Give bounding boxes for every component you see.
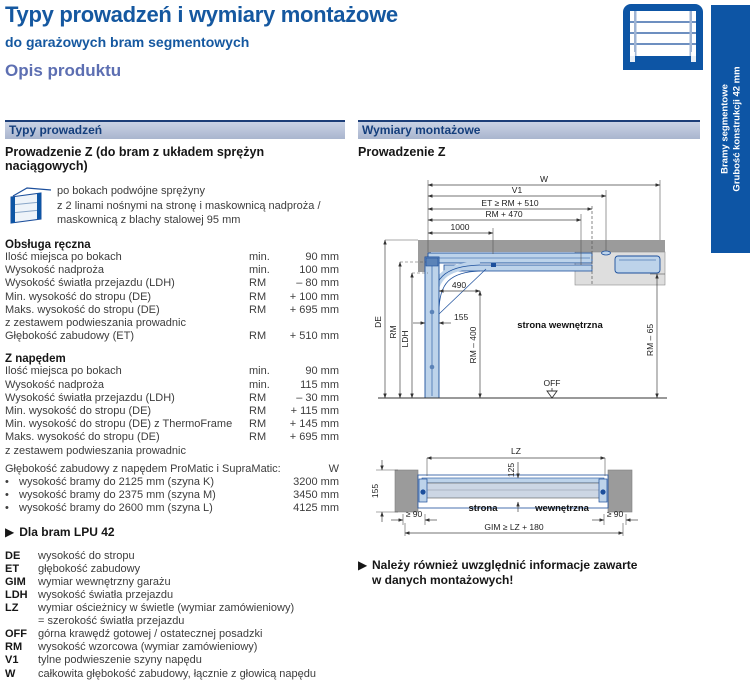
table-row — [5, 277, 345, 290]
depth-intro-col: W — [328, 462, 339, 475]
abbr-def: całkowita głębokość zabudowy, łącznie z głowicą napędu — [38, 667, 317, 680]
abbr-def: wysokość światła przejazdu — [38, 588, 174, 601]
install-note-text — [372, 558, 637, 588]
feature-note-text — [57, 184, 321, 229]
row-value: 100 mm — [299, 264, 339, 277]
page-subtitle: do garażowych bram segmentowych — [5, 34, 250, 50]
powered-table — [5, 365, 345, 457]
table-row — [5, 264, 345, 277]
row-value: 4125 mm — [293, 502, 339, 515]
feature-note-line3: maskownicą z blachy stalowej 95 mm — [57, 214, 241, 226]
abbr-row — [5, 576, 345, 589]
row-value: + 695 mm — [289, 431, 339, 444]
depth-row — [5, 476, 345, 489]
row-value: 3200 mm — [293, 476, 339, 489]
table-row — [5, 392, 345, 405]
row-value: + 100 mm — [289, 290, 339, 303]
abbreviation-list — [5, 550, 345, 681]
dim-rm470: RM + 470 — [485, 209, 523, 219]
lpu-note-text: Dla bram LPU 42 — [19, 524, 115, 539]
abbr-term: OFF — [5, 628, 27, 641]
row-ref: RM — [249, 418, 267, 431]
row-label: Wysokość nadproża — [5, 378, 104, 391]
table-row — [5, 251, 345, 264]
subsection-title-left: Prowadzenie Z (do bram z układem sprężyn naciągowych) — [5, 145, 265, 173]
row-value: 90 mm — [305, 251, 339, 263]
row-value: + 115 mm — [290, 405, 339, 418]
spring-door-icon — [5, 184, 57, 229]
row-label: wysokość bramy do 2375 mm (szyna M) — [19, 489, 216, 502]
row-label: Ilość miejsca po bokach — [5, 365, 122, 378]
install-note — [358, 558, 693, 588]
row-ref: RM — [249, 330, 267, 343]
page-title: Typy prowadzeń i wymiary montażowe — [5, 2, 398, 27]
abbr-term: GIM — [5, 575, 26, 588]
abbr-row — [5, 628, 345, 641]
inner-side-label-b: wewnętrzna — [535, 503, 589, 514]
inner-side-label-a: strona — [468, 503, 498, 514]
abbr-term: ET — [5, 562, 20, 575]
row-ref: min. — [249, 251, 270, 263]
abbr-def-line2: = szerokość światła przejazdu — [38, 615, 185, 628]
row-value: + 510 mm — [289, 330, 339, 343]
depth-row — [5, 489, 345, 502]
abbr-row — [5, 654, 345, 667]
section-bar-typy-prowadzen: Typy prowadzeń — [5, 120, 345, 139]
table-row — [5, 418, 345, 431]
abbr-row — [5, 563, 345, 576]
table-row — [5, 291, 345, 304]
abbr-row — [5, 602, 345, 628]
feature-note-line2: z 2 linami nośnymi na stronę i maskownicą nadproża / — [57, 199, 321, 212]
row-label — [5, 304, 249, 330]
row-label: Min. wysokość do stropu (DE) — [5, 290, 152, 303]
row-label: wysokość bramy do 2125 mm (szyna K) — [19, 476, 215, 489]
row-ref: RM — [249, 405, 267, 418]
table-row — [5, 379, 345, 392]
abbr-row — [5, 641, 345, 654]
chapter-tab-line1: Bramy segmentowe — [718, 84, 730, 174]
depth-block — [5, 463, 345, 516]
dim-ldh: LDH — [400, 330, 410, 348]
depth-intro-label: Głębokość zabudowy z napędem ProMatic i SupraMatic: — [5, 462, 281, 475]
dim-490: 490 — [451, 280, 467, 290]
side-view-drawing — [370, 162, 700, 430]
depth-intro-row — [5, 463, 345, 476]
dim-ge90-left: ≥ 90 — [405, 509, 423, 519]
row-value: 3450 mm — [293, 489, 339, 502]
arrow-right-icon: ▶ — [5, 524, 15, 539]
table-row — [5, 405, 345, 418]
dim-155: 155 — [454, 312, 469, 322]
dim-rm65: RM – 65 — [645, 323, 655, 357]
abbr-row — [5, 589, 345, 602]
abbr-row — [5, 668, 345, 681]
abbr-def: tylne podwieszenie szyny napędu — [38, 654, 202, 667]
row-value: + 145 mm — [289, 418, 339, 431]
page-header — [5, 2, 605, 81]
dim-125: 125 — [506, 462, 516, 478]
row-label-line2: z zestawem podwieszania prowadnic — [5, 317, 186, 330]
dim-et: ET ≥ RM + 510 — [481, 198, 539, 208]
row-label-line1: Maks. wysokość do stropu (DE) — [5, 303, 160, 316]
abbr-term: DE — [5, 549, 21, 562]
abbr-def: wysokość wzorcowa (wymiar zamówieniowy) — [38, 641, 258, 654]
right-column — [358, 120, 700, 159]
install-note-line2: w danych montażowych! — [372, 573, 514, 587]
abbr-def: głębokość zabudowy — [38, 562, 141, 575]
row-ref: RM — [249, 431, 267, 444]
abbr-row — [5, 550, 345, 563]
row-label-line1: Maks. wysokość do stropu (DE) — [5, 431, 160, 444]
feature-note-line1: po bokach podwójne sprężyny — [57, 185, 205, 197]
lpu-note — [5, 525, 345, 539]
inner-side-label: strona wewnętrzna — [517, 320, 603, 331]
chapter-tab-line2: Grubość konstrukcji 42 mm — [730, 66, 742, 192]
row-label: Min. wysokość do stropu (DE) — [5, 405, 152, 418]
bullet-icon: • — [5, 489, 9, 502]
row-ref: min. — [249, 365, 270, 378]
dim-lz: LZ — [511, 446, 521, 456]
table-row — [5, 365, 345, 378]
dim-de: DE — [373, 316, 383, 328]
manual-table-title: Obsługa ręczna — [5, 239, 91, 251]
row-value: – 80 mm — [296, 277, 339, 290]
row-value: 90 mm — [305, 365, 339, 378]
abbr-def: wymiar wewnętrzny garażu — [38, 575, 171, 588]
row-label: Wysokość światła przejazdu (LDH) — [5, 277, 175, 290]
install-note-line1: Należy również uwzględnić informacje zawarte — [372, 558, 638, 572]
bullet-icon: • — [5, 476, 9, 489]
chapter-tab-text — [711, 5, 750, 253]
row-ref: min. — [249, 378, 270, 391]
powered-table-title: Z napędem — [5, 353, 66, 366]
dim-gim: GIM ≥ LZ + 180 — [484, 522, 544, 532]
row-label: wysokość bramy do 2600 mm (szyna L) — [19, 502, 213, 515]
row-label: Ilość miejsca po bokach — [5, 251, 122, 263]
row-label: Min. wysokość do stropu (DE) z ThermoFrame — [5, 418, 233, 431]
feature-note — [5, 184, 345, 229]
abbr-term: V1 — [5, 654, 19, 667]
dim-rm400: RM – 400 — [468, 326, 478, 364]
dim-155-plan: 155 — [370, 483, 380, 499]
abbr-term: RM — [5, 641, 23, 654]
abbr-def — [38, 602, 345, 628]
abbr-term: LZ — [5, 602, 19, 615]
plan-view-drawing — [370, 432, 700, 548]
abbr-def: wysokość do stropu — [38, 549, 135, 562]
section-bar-wymiary: Wymiary montażowe — [358, 120, 700, 139]
row-ref: RM — [249, 277, 267, 290]
abbr-term: W — [5, 667, 16, 680]
dim-1000: 1000 — [450, 222, 470, 232]
row-label-line2: z zestawem podwieszania prowadnic — [5, 444, 186, 457]
row-label: Wysokość światła przejazdu (LDH) — [5, 391, 175, 404]
dim-ge90-right: ≥ 90 — [606, 509, 624, 519]
dim-v1: V1 — [511, 185, 523, 195]
row-label: Wysokość nadproża — [5, 264, 104, 277]
abbr-term: LDH — [5, 588, 28, 601]
left-column — [5, 120, 345, 681]
chapter-tab — [711, 5, 750, 253]
row-value: 115 mm — [300, 378, 339, 391]
row-ref: min. — [249, 264, 270, 277]
abbr-def-line1: wymiar ościeżnicy w świetle (wymiar zamówieniowy) — [38, 602, 295, 615]
row-value: – 30 mm — [296, 391, 339, 404]
subsection-title-right: Prowadzenie Z — [358, 145, 446, 159]
row-label: Głębokość zabudowy (ET) — [5, 330, 134, 343]
dim-off: OFF — [543, 378, 561, 388]
row-ref: RM — [249, 290, 267, 303]
table-row — [5, 330, 345, 343]
bullet-icon: • — [5, 502, 9, 515]
arrow-right-icon: ▶ — [358, 558, 368, 572]
row-value: + 695 mm — [289, 303, 339, 316]
manual-table — [5, 251, 345, 343]
row-ref: RM — [249, 391, 267, 404]
depth-row — [5, 502, 345, 515]
table-row — [5, 431, 345, 457]
row-ref: RM — [249, 303, 267, 316]
abbr-def: górna krawędź gotowej / ostatecznej posadzki — [38, 628, 263, 641]
section-heading: Opis produktu — [5, 61, 122, 80]
table-row — [5, 304, 345, 330]
row-label — [5, 431, 249, 457]
dim-rm: RM — [388, 325, 398, 339]
sectional-door-icon — [621, 2, 705, 77]
dim-w: W — [539, 174, 549, 184]
